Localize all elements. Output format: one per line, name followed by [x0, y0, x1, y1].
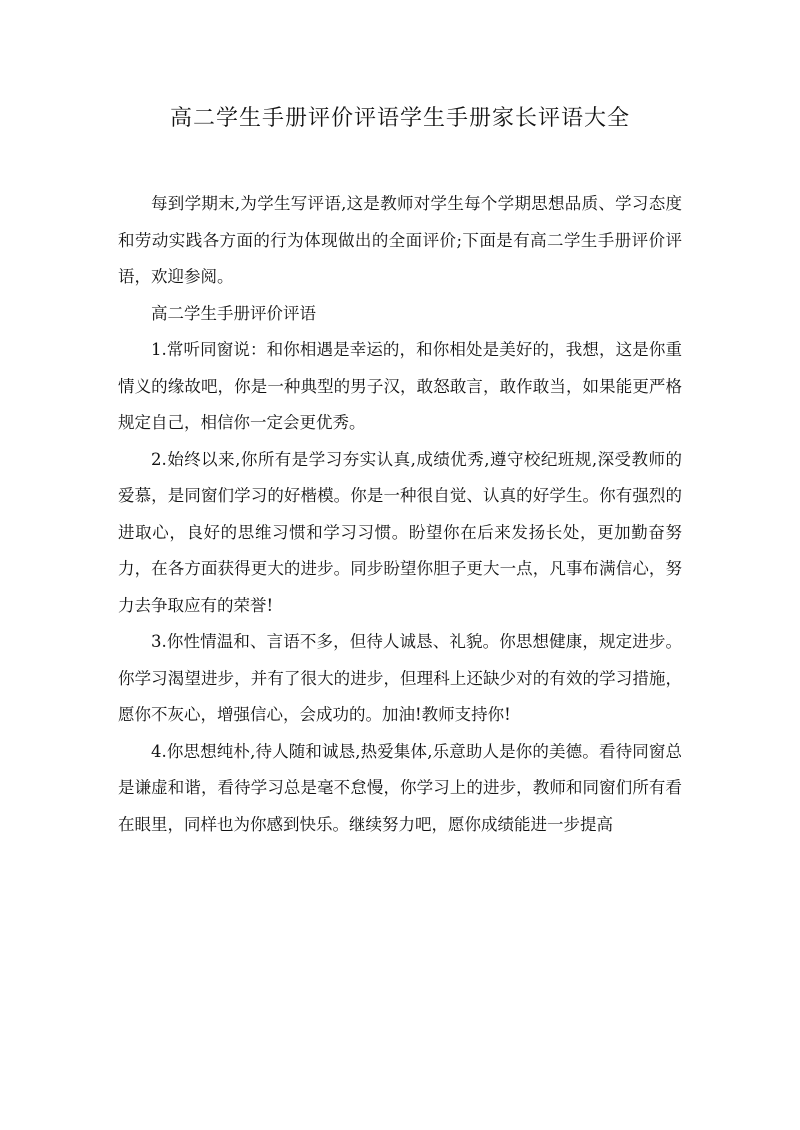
comment-item-3: 3.你性情温和、言语不多，但待人诚恳、礼貌。你思想健康，规定进步。你学习渴望进步，并有了很大的进步，但理科上还缺少对的有效的学习措施，愿你不灰心，增强信心，会成功的。加油!教师支持你! [118, 632, 682, 724]
document-body [118, 186, 682, 843]
comment-item-2: 2.始终以来,你所有是学习夯实认真,成绩优秀,遵守校纪班规,深受教师的爱慕，是同窗们学习的好楷模。你是一种很自觉、认真的好学生。你有强烈的进取心，良好的思维习惯和学习习惯。盼望你在后来发扬长处，更加勤奋努力，在各方面获得更大的进步。同步盼望你胆子更大一点，凡事布满信心，努力去争取应有的荣誉! [118, 449, 682, 615]
intro-paragraph: 每到学期末,为学生写评语,这是教师对学生每个学期思想品质、学习态度和劳动实践各方面的行为体现做出的全面评价;下面是有高二学生手册评价评语，欢迎参阅。 [118, 194, 682, 286]
section-heading: 高二学生手册评价评语 [151, 303, 316, 323]
comment-item-4: 4.你思想纯朴,待人随和诚恳,热爱集体,乐意助人是你的美德。看待同窗总是谦虚和谐，看待学习总是毫不怠慢，你学习上的进步，教师和同窗们所有看在眼里，同样也为你感到快乐。继续努力吧，愿你成绩能进一步提高 [118, 741, 682, 834]
comment-item-1: 1.常听同窗说：和你相遇是幸运的，和你相处是美好的，我想，这是你重情义的缘故吧，你是一种典型的男子汉，敢怒敢言，敢作敢当，如果能更严格规定自己，相信你一定会更优秀。 [118, 340, 682, 432]
document-title: 高二学生手册评价评语学生手册家长评语大全 [169, 106, 630, 131]
